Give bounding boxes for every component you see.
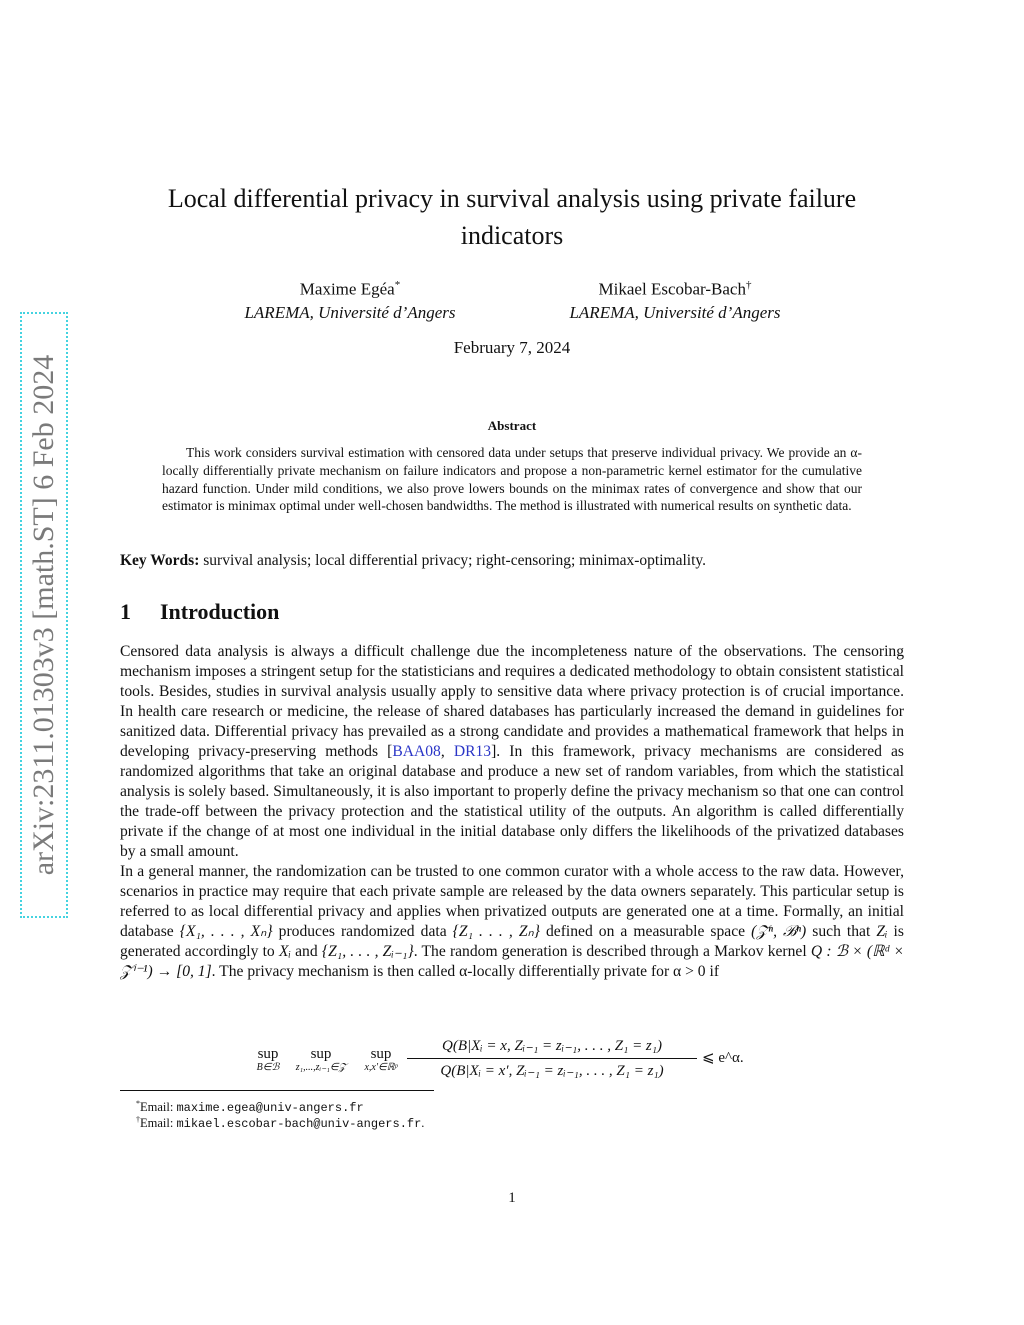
footnote-2-label: Email: <box>140 1116 177 1131</box>
arxiv-stamp-text: arXiv:2311.01303v3 [math.ST] 6 Feb 2024 <box>20 312 68 918</box>
citation-separator: , <box>440 743 454 760</box>
p2-math-6: {Z₁, . . . , Zᵢ₋₁} <box>321 943 414 960</box>
equation-fraction <box>407 1036 697 1081</box>
sup-2-op: sup <box>310 1046 332 1062</box>
equation-numerator: Q(B|Xᵢ = x, Zᵢ₋₁ = zᵢ₋₁, . . . , Z₁ = z₁) <box>442 1038 662 1054</box>
arxiv-stamp <box>20 312 68 918</box>
p2-math-2: {Z₁ . . . , Zₙ} <box>452 923 540 940</box>
equation-denominator: Q(B|Xᵢ = x′, Zᵢ₋₁ = zᵢ₋₁, . . . , Z₁ = z₁) <box>440 1063 664 1079</box>
p2-math-5: Xᵢ <box>278 943 291 960</box>
author-1-name: Maxime Egéa <box>299 279 395 299</box>
p2-text-2: produces randomized data <box>278 923 447 940</box>
abstract-heading: Abstract <box>487 418 537 433</box>
keywords-label: Key Words: <box>120 552 200 569</box>
citation-baa08[interactable]: BAA08 <box>392 743 441 760</box>
footnote-2-suffix: . <box>421 1116 425 1131</box>
sup-1-sub: B∈ℬ <box>256 1062 280 1073</box>
footnote-2 <box>136 1112 736 1132</box>
sup-operator-3 <box>358 1046 404 1074</box>
section-heading <box>120 599 904 625</box>
fraction-bar <box>407 1058 697 1059</box>
equation-rhs: ⩽ e^α. <box>702 1050 744 1066</box>
footnote-2-email[interactable]: mikael.escobar-bach@univ-angers.fr <box>176 1117 422 1132</box>
paragraph-1-text-a: Censored data analysis is always a difficult challenge due the incompleteness nature of the observations. The censoring mechanism imposes a stringent setup for the statisticians and requires a dedicated methodology to obtain consistent statistical tools. Besides, studies in survival analysis usually apply to sensitive data where privacy protection is of crucial importance. In health care research or medicine, the release of shared databases has particularly increased the demand in guidelines for sanitized data. Differential privacy has prevailed as a strong candidate and provides a mathematical framework that helps in developing privacy-preserving methods [ <box>120 643 904 760</box>
sup-operator-2 <box>288 1046 354 1074</box>
sup-2-sub: z₁,...,zᵢ₋₁∈𝒵 <box>295 1062 347 1073</box>
footnote-1-email[interactable]: maxime.egea@univ-angers.fr <box>176 1101 364 1116</box>
body-text <box>120 642 904 982</box>
paragraph-1-text-b: ]. In this framework, privacy mechanisms are considered as randomized algorithms that take an original database and produce a new set of random variables, from which the statistical analysis is solely based. Simultaneously, it is also important to properly define the privacy mechanism so that one can control the trade-off between the privacy protection and the statistical utility of the outputs. An algorithm is called differentially private if the change of at most one individual in the initial database only differs the likelihoods of the privatized databases by a small amount. <box>120 743 904 860</box>
author-1-mark: * <box>394 279 401 291</box>
sup-3-op: sup <box>370 1046 392 1062</box>
p2-text-5: is generated accordingly to <box>120 923 904 960</box>
paper-date: February 7, 2024 <box>453 338 571 357</box>
author-2-name: Mikael Escobar-Bach <box>598 279 746 299</box>
paragraph-1 <box>120 642 904 862</box>
p2-text-1: In a general manner, the randomization can be trusted to one common curator with a whole access to the raw data. However, scenarios in practice may require that each private sample are released by the data owners separately. This particular setup is referred to as local differential privacy and applies when privatized outputs are generated one at a time. Formally, an initial database <box>120 863 904 940</box>
sup-3-sub: x,x′∈ℝᵖ <box>364 1062 398 1073</box>
footnote-1-mark: * <box>136 1099 140 1108</box>
p2-math-3: (𝒵ⁿ, ℬⁿ) <box>751 923 807 940</box>
author-2 <box>520 274 830 324</box>
keywords-text: survival analysis; local differential privacy; right-censoring; minimax-optimality. <box>203 552 707 569</box>
author-1-affiliation: LAREMA, Université d’Angers <box>244 302 456 322</box>
footnote-1-label: Email: <box>140 1100 177 1115</box>
paper-title: Local differential privacy in survival analysis using private failure indicators <box>167 184 857 250</box>
sup-operator-1 <box>250 1046 286 1074</box>
p2-text-8: . The privacy mechanism is then called α-locally differentially private for α > 0 if <box>211 963 720 980</box>
p2-math-7: Q : ℬ × (ℝᵈ × 𝒵ⁱ⁻¹) → [0, 1] <box>120 943 904 980</box>
author-1 <box>195 274 505 324</box>
citation-dr13[interactable]: DR13 <box>453 743 492 760</box>
sup-1-op: sup <box>257 1046 279 1062</box>
p2-math-4: Zᵢ <box>876 923 888 940</box>
footnote-rule <box>120 1090 434 1091</box>
privacy-equation <box>250 1036 770 1084</box>
p2-text-4: such that <box>812 923 871 940</box>
author-2-affiliation: LAREMA, Université d’Angers <box>569 302 781 322</box>
p2-text-6: and <box>295 943 318 960</box>
p2-text-3: defined on a measurable space <box>545 923 746 940</box>
author-2-mark: † <box>745 279 752 291</box>
keywords <box>120 551 904 571</box>
section-title: Introduction <box>160 599 280 624</box>
p2-math-1: {X₁, . . . , Xₙ} <box>179 923 273 940</box>
paragraph-2 <box>120 862 904 982</box>
p2-text-7: . The random generation is described through a Markov kernel <box>413 943 807 960</box>
abstract-text: This work considers survival estimation with censored data under setups that preserve individual privacy. We provide an α-locally differentially private mechanism on failure indicators and propose a non-parametric kernel estimator for the cumulative hazard function. Under mild conditions, we also prove lowers bounds on the minimax rates of convergence and show that our estimator is minimax optimal under well-chosen bandwidths. The method is illustrated with numerical results on synthetic data. <box>162 445 862 514</box>
page-number: 1 <box>508 1190 516 1206</box>
footnote-2-mark: † <box>136 1115 140 1124</box>
section-number: 1 <box>120 599 131 624</box>
